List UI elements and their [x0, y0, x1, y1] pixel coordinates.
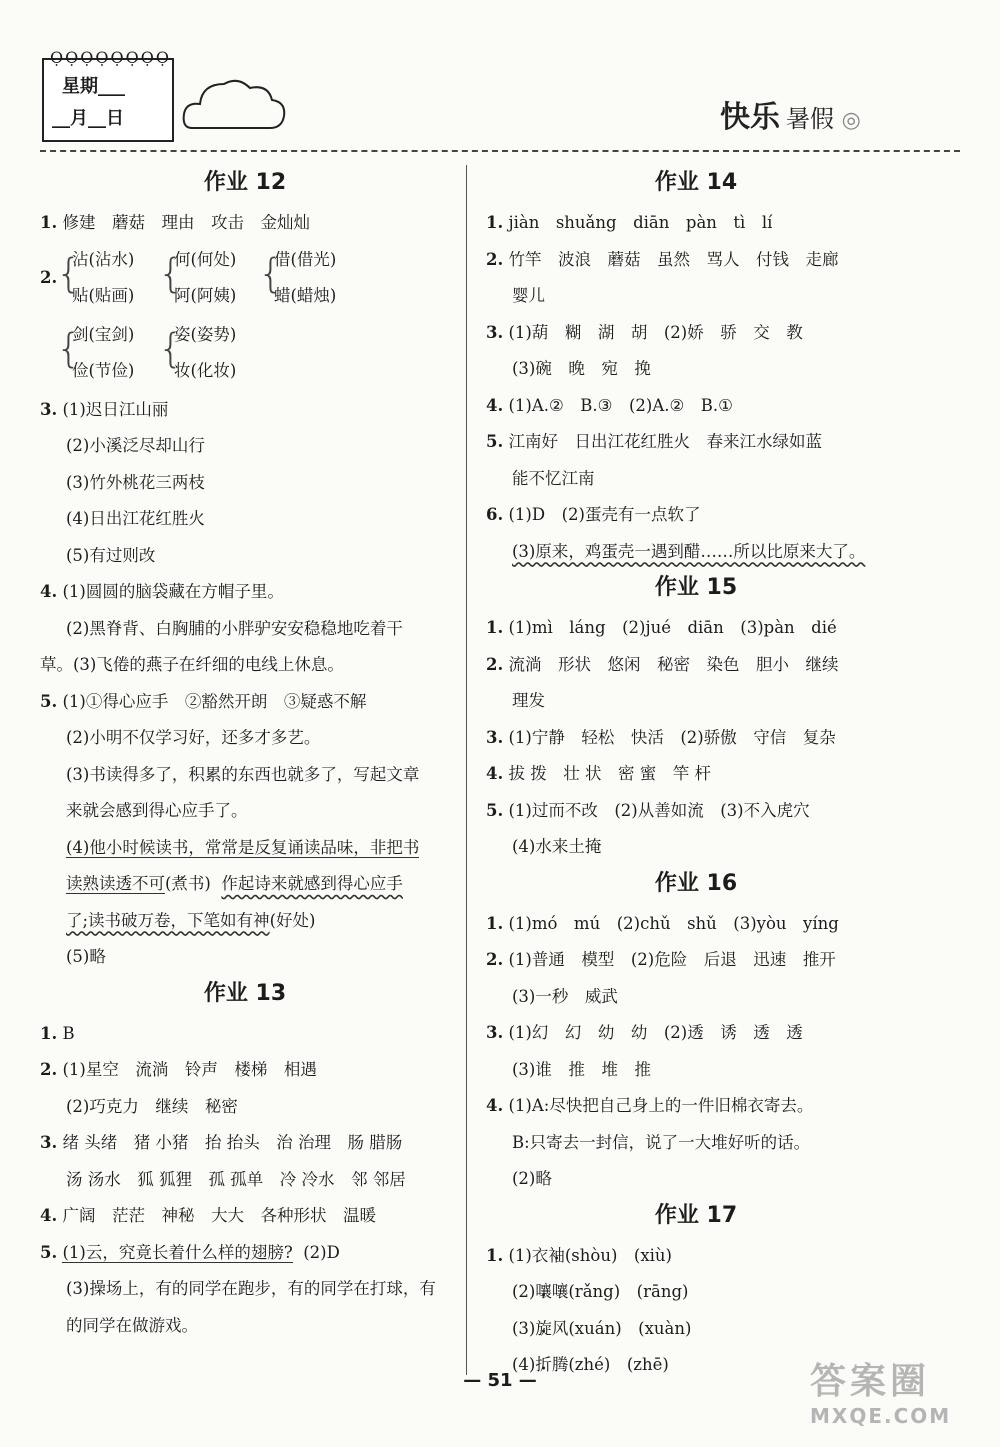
s15-q2b: 理发 — [512, 691, 545, 710]
s13-q1: B — [62, 1023, 75, 1043]
s12-q3-4: (5)有过则改 — [66, 545, 156, 565]
s12-q2a-3: 阿(阿姨) — [174, 285, 237, 305]
watermark-small: MXQE.COM — [810, 1404, 952, 1428]
s12-q5b: (2)小明不仅学习好，还多才多艺。 — [66, 728, 321, 747]
s13-q5a2: (2)D — [303, 1242, 340, 1262]
s12-q2a-2: 何(何处) — [174, 249, 237, 269]
s15-q4: 拔 拨 壮 状 密 蜜 竿 杆 — [508, 764, 711, 783]
s14-q3a: (1)葫 糊 湖 胡 (2)娇 骄 交 教 — [508, 322, 803, 342]
section-title-15: 作业 15 — [654, 575, 738, 600]
s12-q3-3: (4)日出江花红胜火 — [66, 509, 205, 528]
calendar-box — [42, 48, 174, 142]
s12-q4a: (1)圆圆的脑袋藏在方帽子里。 — [62, 582, 284, 601]
s12-q5a: (1)①得心应手 ②豁然开朗 ③疑惑不解 — [62, 691, 367, 711]
s12-q2a-1: 贴(贴画) — [72, 285, 135, 305]
s13-q4: 广阔 茫茫 神秘 大大 各种形状 温暖 — [62, 1206, 376, 1225]
column-divider — [466, 165, 467, 1375]
s15-q1: (1)mì láng (2)jué diān (3)pàn dié — [508, 618, 837, 637]
section-title-16: 作业 16 — [654, 870, 738, 896]
s12-q2a-4: 借(借光) — [274, 249, 337, 269]
s16-q4c: (2)略 — [512, 1169, 552, 1188]
calendar-rings-icon: ỌỌỌỌỌỌỌỌ — [50, 48, 171, 67]
s14-q2a: 竹竿 波浪 蘑菇 虽然 骂人 付钱 走廊 — [508, 249, 839, 269]
section-title-12: 作业 12 — [203, 170, 287, 195]
s15-q5b: (4)水来土掩 — [512, 837, 602, 856]
s13-q2a: (1)星空 流淌 铃声 楼梯 相遇 — [62, 1060, 317, 1079]
section-title-17: 作业 17 — [654, 1202, 738, 1228]
s14-q6a: (1)D (2)蛋壳有一点软了 — [508, 505, 701, 524]
s12-q2-row2: { 剑(宝剑) 俭(节俭) { 姿(姿势) 妆(化妆) — [40, 317, 450, 392]
s12-q2b-2: 姿(姿势) — [174, 324, 237, 344]
s15-q2a: 流淌 形状 悠闲 秘密 染色 胆小 继续 — [508, 654, 839, 674]
s12-q2a-5: 蜡(蜡烛) — [274, 285, 337, 305]
s12-q2b-3: 妆(化妆) — [174, 360, 237, 380]
s16-q2b: (3)一秒 威武 — [512, 986, 618, 1006]
s12-q3-0: (1)迟日江山丽 — [62, 399, 169, 419]
s12-q5f1: 读熟读透不可 — [66, 874, 165, 893]
s13-q5c: 的同学在做游戏。 — [66, 1315, 198, 1335]
s13-q2b: (2)巧克力 继续 秘密 — [66, 1096, 238, 1116]
s12-q2b-0: 剑(宝剑) — [72, 324, 135, 344]
logo-main: 快乐 — [720, 100, 780, 135]
s12-q4c: 草。(3)飞倦的燕子在纤细的电线上休息。 — [40, 655, 344, 674]
watermark-big: 答案圈 — [810, 1361, 931, 1402]
s12-q5h: (5)略 — [66, 947, 106, 966]
s14-q5a: 江南好 日出江花红胜火 春来江水绿如蓝 — [508, 432, 822, 451]
s12-q5f2: (煮书) — [165, 874, 211, 893]
s14-q6b: (3)原来，鸡蛋壳一遇到醋……所以比原来大了。 — [512, 541, 866, 561]
logo — [720, 92, 861, 136]
s14-q1: jiàn shuǎng diān pàn tì lí — [508, 213, 773, 232]
s12-q2a-0: 沾(沾水) — [72, 249, 135, 269]
s17-q1b-w: 嚷 — [551, 1282, 569, 1301]
date-label: __月__日 — [52, 108, 124, 129]
left-column: 作业 12 1. 修建 蘑菇 理由 攻击 金灿灿 2. { 沾(沾水) 贴(贴画) { 何(何处) 阿(阿姨) { 借(借光) 蜡(蜡烛) { 剑(宝剑) 俭(节俭) { 姿(姿势) 妆(化妆) 3. (1)迟日江山丽 (2)小溪泛尽却山行 (3)竹外桃花三两枝 (4)日出江花红胜火 (5)有过则改 4. (1)圆圆的脑袋藏在方帽子里。 (2)黑脊背、白胸脯的小胖驴安安稳稳地吃着干 草。(3)飞倦的燕子在纤细的电线上休息。 5. (1)①得心应手 ②豁然开朗 ③疑惑不解 (2)小明不仅学习好，还多才多艺。 (3)书读得多了，积累的东西也就多了，写起文章 来就会感到得心应手了。 (4)他小时候读书，常常是反复诵读品味，非把书 读熟读透不可(煮书) 作起诗来就感到得心应手 了;读书破万卷，下笔如有神(好处) (5)略 作业 13 1. B 2. (1)星空 流淌 铃声 楼梯 相遇 (2)巧克力 继续 秘密 3. 绪 头绪 猪 小猪 抬 抬头 治 治理 肠 腊肠 汤 汤水 狐 狐狸 孤 孤单 冷 冷水 邻 邻居 4. 广阔 茫茫 神秘 大大 各种形状 温暖 5. (1)云，究竟长着什么样的翅膀? (2)D (3)操场上，有的同学在跑步，有的同学在打球，有 的同学在做游戏。 — [40, 165, 450, 1344]
s12-q1: 修建 蘑菇 理由 攻击 金灿灿 — [62, 213, 310, 232]
s14-q4: (1)A.② B.③ (2)A.② B.① — [508, 395, 733, 415]
s12-q5g1: 了;读书破万卷，下笔如有神 — [66, 910, 270, 930]
s17-q1a-r: (shòu) (xiù) — [564, 1245, 672, 1265]
watermark-stamp — [810, 1353, 980, 1433]
section-title-13: 作业 13 — [203, 980, 287, 1006]
s15-q3: (1)宁静 轻松 快活 (2)骄傲 守信 复杂 — [508, 727, 836, 747]
s17-q1b-dotted: 嚷 — [535, 1282, 552, 1301]
s13-q3a: 绪 头绪 猪 小猪 抬 抬头 治 治理 肠 腊肠 — [62, 1133, 403, 1152]
s17-q1c-r: 风(xuán) (xuàn) — [551, 1318, 692, 1338]
s12-q5f3: 作起诗来就感到得心应手 — [221, 874, 403, 893]
s17-q1d-r: 腾(zhé) (zhē) — [551, 1355, 669, 1374]
s12-q3-2: (3)竹外桃花三两枝 — [66, 472, 205, 492]
week-label: 星期___ — [62, 76, 125, 97]
s16-q4a: (1)A:尽快把自己身上的一件旧棉衣寄去。 — [508, 1096, 814, 1115]
s15-q5a: (1)过而不改 (2)从善如流 (3)不入虎穴 — [508, 800, 810, 820]
s14-q2b: 婴儿 — [512, 286, 545, 305]
s12-q5g2: (好处) — [269, 910, 316, 930]
s12-q5c: (3)书读得多了，积累的东西也就多了，写起文章 — [66, 764, 420, 784]
s17-q1b-r: (rǎng) (rāng) — [568, 1282, 689, 1301]
s16-q3a: (1)幻 幻 幼 幼 (2)透 诱 透 透 — [508, 1023, 803, 1042]
s16-q1: (1)mó mú (2)chǔ shǔ (3)yòu yíng — [508, 913, 839, 933]
s12-q5d: 来就会感到得心应手了。 — [66, 801, 248, 820]
s12-q4b: (2)黑脊背、白胸脯的小胖驴安安稳稳地吃着干 — [66, 618, 403, 638]
s13-q3b: 汤 汤水 狐 狐狸 孤 孤单 冷 冷水 邻 邻居 — [66, 1169, 406, 1189]
cloud-icon — [180, 70, 290, 140]
s14-q3b: (3)碗 晚 宛 挽 — [512, 359, 651, 378]
logo-sub: 暑假 — [786, 105, 834, 133]
s12-q2b-1: 俭(节俭) — [72, 360, 135, 380]
section-title-14: 作业 14 — [654, 170, 738, 195]
s12-q3-1: (2)小溪泛尽却山行 — [66, 436, 205, 455]
s16-q3b: (3)谁 推 堆 推 — [512, 1059, 651, 1079]
page-number: — 51 — — [463, 1370, 537, 1391]
s13-q5b: (3)操场上，有的同学在跑步，有的同学在打球，有 — [66, 1279, 436, 1298]
s17-q1d-dotted: 折 — [535, 1355, 552, 1374]
right-column: 作业 14 1. jiàn shuǎng diān pàn tì lí 2. 竹竿 波浪 蘑菇 虽然 骂人 付钱 走廊 婴儿 3. (1)葫 糊 湖 胡 (2)娇 骄 交 教 (3)碗 晚 宛 挽 4. (1)A.② B.③ (2)A.② B.① 5. 江南好 日出江花红胜火 春来江水绿如蓝 能不忆江南 6. (1)D (2)蛋壳有一点软了 (3)原来，鸡蛋壳一遇到醋……所以比原来大了。 作业 15 1. (1)mì láng (2)jué diān (3)pàn dié 2. 流淌 形状 悠闲 秘密 染色 胆小 继续 理发 3. (1)宁静 轻松 快活 (2)骄傲 守信 复杂 4. 拔 拨 壮 状 密 蜜 竿 杆 5. (1)过而不改 (2)从善如流 (3)不入虎穴 (4)水来土掩 作业 16 1. (1)mó mú (2)chǔ shǔ (3)yòu yíng 2. (1)普通 模型 (2)危险 后退 迅速 推开 (3)一秒 威武 3. (1)幻 幻 幼 幼 (2)透 诱 透 透 (3)谁 推 堆 推 4. (1)A:尽快把自己身上的一件旧棉衣寄去。 B:只寄去一封信，说了一大堆好听的话。 (2)略 作业 17 1. (1)衣袖(shòu) (xiù) (2)嚷嚷(rǎng) (rāng) (3)旋风(xuán) (xuàn) (4)折腾(zhé) (zhē) — [486, 165, 906, 1384]
s16-q2a: (1)普通 模型 (2)危险 后退 迅速 推开 — [508, 950, 836, 969]
s12-q5e: (4)他小时候读书，常常是反复诵读品味，非把书 — [66, 837, 420, 857]
page-number-value: 51 — [487, 1370, 513, 1391]
swirl-icon: ◎ — [834, 108, 861, 133]
s12-q2-row1: 2. { 沾(沾水) 贴(贴画) { 何(何处) 阿(阿姨) { 借(借光) 蜡(蜡烛) — [40, 242, 450, 317]
s17-q1a-dotted: 袖 — [548, 1245, 565, 1265]
s13-q5a1: (1)云，究竟长着什么样的翅膀? — [62, 1242, 293, 1262]
header-divider — [40, 150, 960, 152]
s16-q4b: B:只寄去一封信，说了一大堆好听的话。 — [512, 1132, 811, 1152]
s14-q5b: 能不忆江南 — [512, 468, 595, 488]
s17-q1c-dotted: 旋 — [535, 1318, 552, 1338]
s17-q1a-w: 衣 — [531, 1245, 549, 1265]
